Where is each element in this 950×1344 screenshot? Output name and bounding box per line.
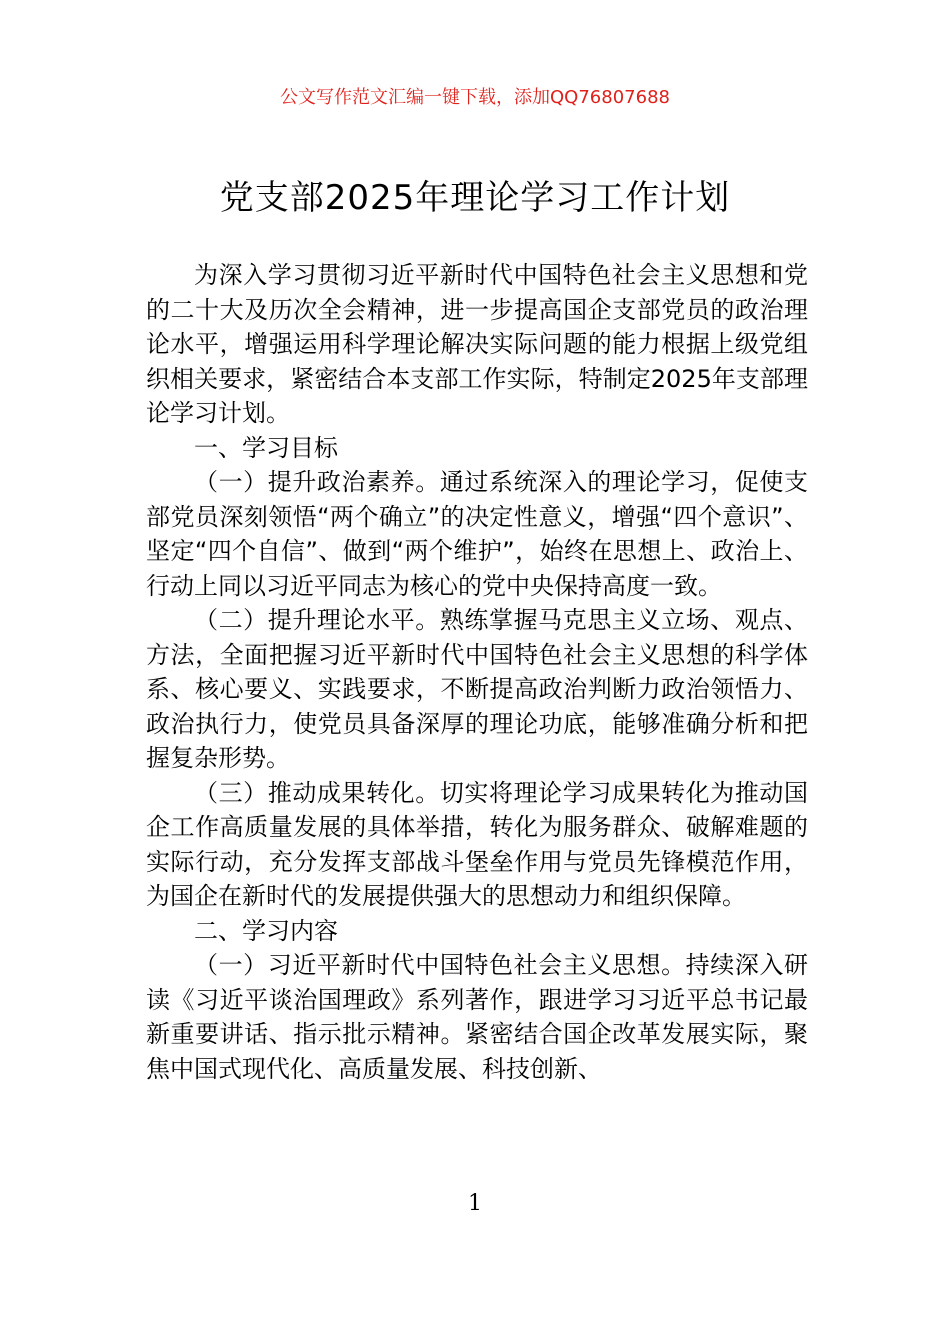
document-title: 党支部2025年理论学习工作计划 <box>219 178 731 218</box>
paragraph-content-1: （一）习近平新时代中国特色社会主义思想。持续深入研读《习近平谈治国理政》系列著作，跟进学习习近平总书记最新重要讲话、指示批示精神。紧密结合国企改革发展实际，聚焦中国式现代化、高质量发展、科技创新、 <box>146 951 808 1083</box>
download-banner: 公文写作范文汇编一键下载，添加QQ76807688 <box>280 87 670 108</box>
paragraph-intro: 为深入学习贯彻习近平新时代中国特色社会主义思想和党的二十大及历次全会精神，进一步提高国企支部党员的政治理论水平，增强运用科学理论解决实际问题的能力根据上级党组织相关要求，紧密结合本支部工作实际，特制定2025年支部理论学习计划。 <box>146 261 808 427</box>
paragraph-goal-3: （三）推动成果转化。切实将理论学习成果转化为推动国企工作高质量发展的具体举措，转化为服务群众、破解难题的实际行动，充分发挥支部战斗堡垒作用与党员先锋模范作用，为国企在新时代的发展提供强大的思想动力和组织保障。 <box>146 778 808 910</box>
section-heading-goals: 一、学习目标 <box>194 433 338 462</box>
paragraph-goal-2: （二）提升理论水平。熟练掌握马克思主义立场、观点、方法，全面把握习近平新时代中国特色社会主义思想的科学体系、核心要义、实践要求，不断提高政治判断力政治领悟力、政治执行力，使党员具备深厚的理论功底，能够准确分析和把握复杂形势。 <box>146 606 808 772</box>
paragraph-goal-1: （一）提升政治素养。通过系统深入的理论学习，促使支部党员深刻领悟“两个确立”的决定性意义，增强“四个意识”、坚定“四个自信”、做到“两个维护”，始终在思想上、政治上、行动上同以习近平同志为核心的党中央保持高度一致。 <box>146 468 808 600</box>
section-heading-content: 二、学习内容 <box>194 916 338 945</box>
document-body <box>146 258 808 1086</box>
page-number: 1 <box>468 1191 482 1216</box>
